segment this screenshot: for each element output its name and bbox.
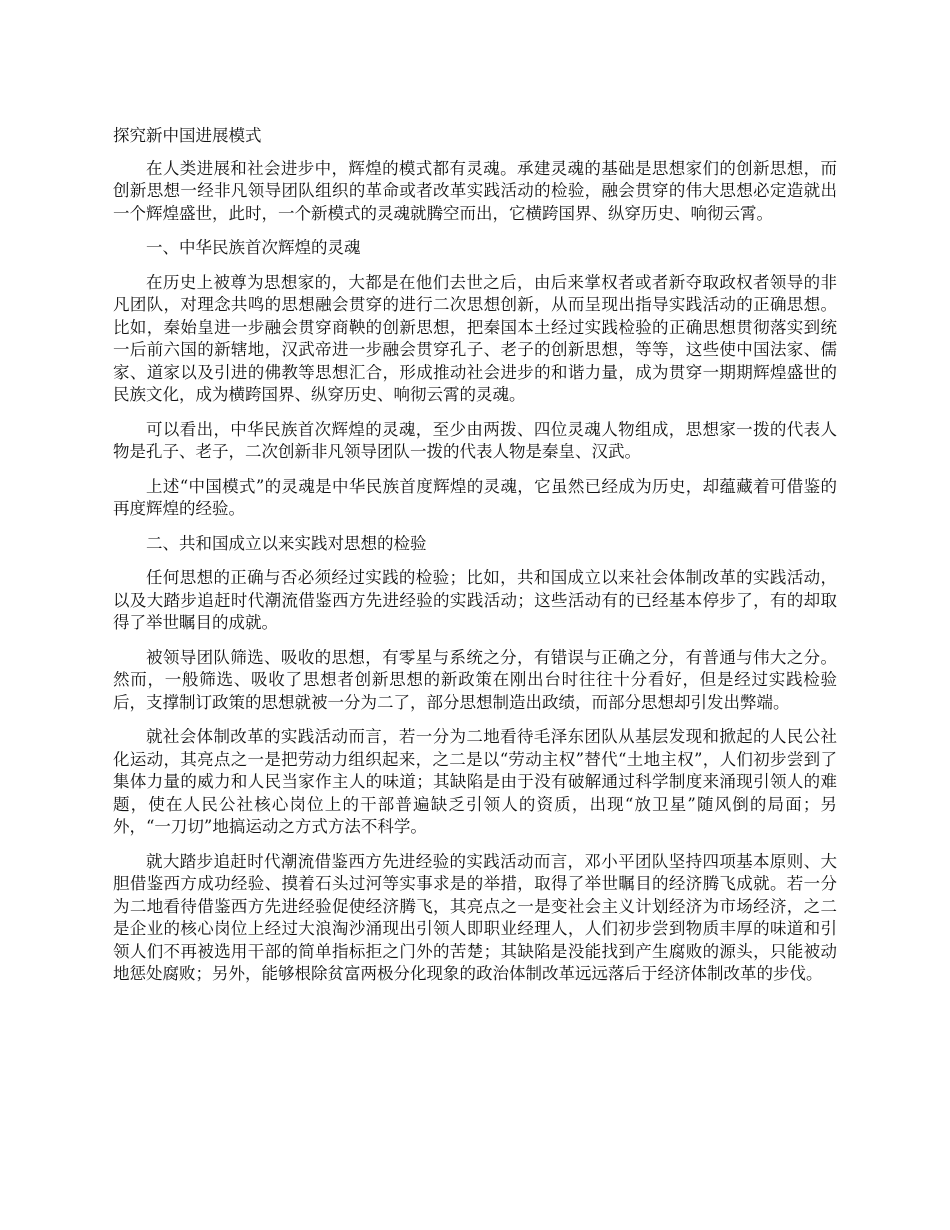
intro-paragraph: 在人类进展和社会进步中，辉煌的模式都有灵魂。承建灵魂的基础是思想家们的创新思想，而创新思想一经非凡领导团队组织的革命或者改革实践活动的检验，融会贯穿的伟大思想必定造就出一个辉煌盛世，此时，一个新模式的灵魂就腾空而出，它横跨国界、纵穿历史、响彻云霄。 (113, 158, 837, 223)
body-paragraph: 被领导团队筛选、吸收的思想，有零星与系统之分，有错误与正确之分，有普通与伟大之分。然而，一般筛选、吸收了思想者创新思想的新政策在刚出台时往往十分看好，但是经过实践检验后，支撑制订政策的思想就被一分为二了，部分思想制造出政绩，而部分思想却引发出弊端。 (113, 647, 837, 712)
section-heading-1: 一、中华民族首次辉煌的灵魂 (146, 238, 361, 257)
body-paragraph: 上述“中国模式”的灵魂是中华民族首度辉煌的灵魂，它虽然已经成为历史，却蕴藏着可借鉴的再度辉煌的经验。 (113, 476, 837, 518)
document-page (113, 125, 837, 998)
body-paragraph: 在历史上被尊为思想家的，大都是在他们去世之后，由后来掌权者或者新夺取政权者领导的非凡团队，对理念共鸣的思想融会贯穿的进行二次思想创新，从而呈现出指导实践活动的正确思想。比如，秦始皇进一步融会贯穿商鞅的创新思想，把秦国本土经过实践检验的正确思想贯彻落实到统一后前六国的新辖地，汉武帝进一步融会贯穿孔子、老子的创新思想，等等，这些使中国法家、儒家、道家以及引进的佛教等思想汇合，形成推动社会进步的和谐力量，成为贯穿一期期辉煌盛世的民族文化，成为横跨国界、纵穿历史、响彻云霄的灵魂。 (113, 272, 837, 404)
body-paragraph: 就大踏步追赶时代潮流借鉴西方先进经验的实践活动而言，邓小平团队坚持四项基本原则、大胆借鉴西方成功经验、摸着石头过河等实事求是的举措，取得了举世瞩目的经济腾飞成就。若一分为二地看待借鉴西方先进经验促使经济腾飞，其亮点之一是变社会主义计划经济为市场经济，之二是企业的核心岗位上经过大浪淘沙涌现出引领人即职业经理人，人们初步尝到物质丰厚的味道和引领人们不再被选用干部的简单指标拒之门外的苦楚；其缺陷是没能找到产生腐败的源头，只能被动地惩处腐败；另外，能够根除贫富两极分化现象的政治体制改革远远落后于经济体制改革的步伐。 (113, 851, 837, 983)
document-title: 探究新中国进展模式 (113, 126, 262, 145)
body-paragraph: 可以看出，中华民族首次辉煌的灵魂，至少由两拨、四位灵魂人物组成，思想家一拨的代表人物是孔子、老子，二次创新非凡领导团队一拨的代表人物是秦皇、汉武。 (113, 419, 837, 461)
body-paragraph: 就社会体制改革的实践活动而言，若一分为二地看待毛泽东团队从基层发现和掀起的人民公社化运动，其亮点之一是把劳动力组织起来，之二是以“劳动主权”替代“土地主权”，人们初步尝到了集体力量的威力和人民当家作主人的味道；其缺陷是由于没有破解通过科学制度来涌现引领人的难题，使在人民公社核心岗位上的干部普遍缺乏引领人的资质，出现“放卫星”随风倒的局面；另外，“一刀切”地搞运动之方式方法不科学。 (113, 727, 837, 836)
body-paragraph: 任何思想的正确与否必须经过实践的检验；比如，共和国成立以来社会体制改革的实践活动，以及大踏步追赶时代潮流借鉴西方先进经验的实践活动；这些活动有的已经基本停步了，有的却取得了举世瞩目的成就。 (113, 568, 837, 632)
section-heading-2: 二、共和国成立以来实践对思想的检验 (146, 533, 427, 553)
